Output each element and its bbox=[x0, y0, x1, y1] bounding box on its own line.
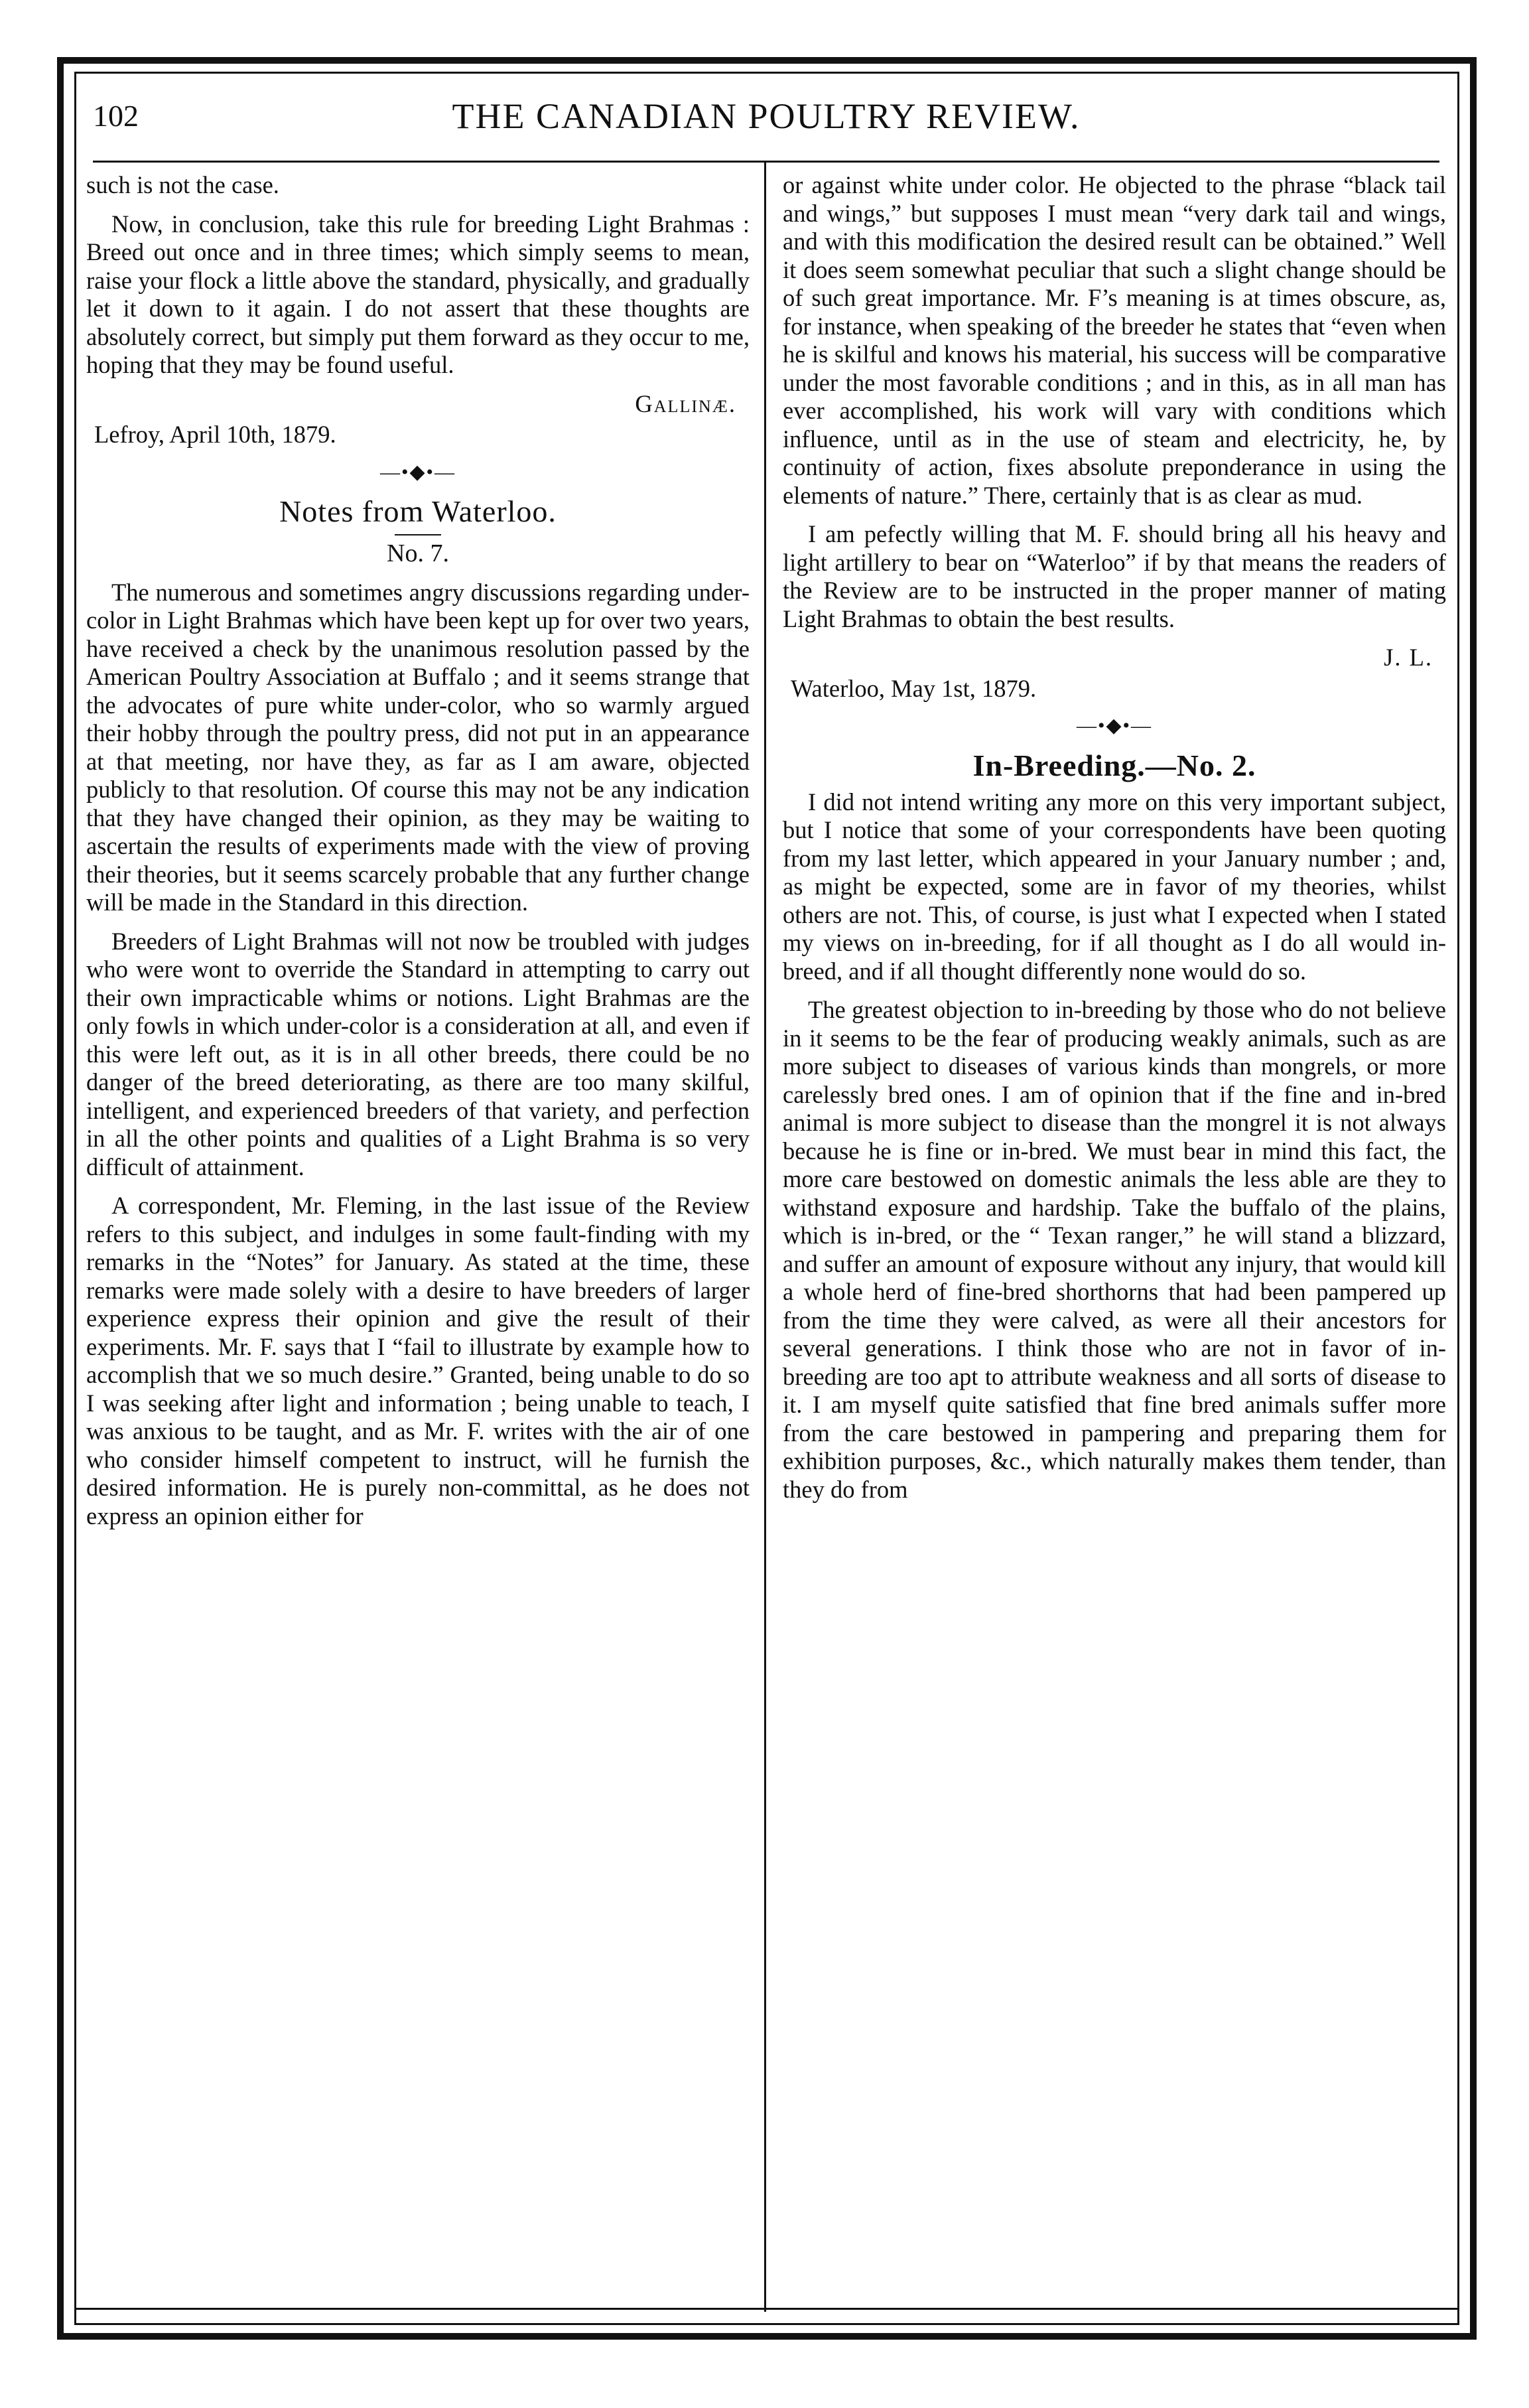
article-heading: Notes from Waterloo. bbox=[279, 494, 557, 528]
paragraph: I am pefectly willing that M. F. should bring all his heavy and light artillery to bear on “Waterloo” if by that means the readers of the Review are to be instructed in the proper manner of mating Light Brahmas to obtain the best results. bbox=[783, 520, 1446, 632]
header-rule bbox=[93, 161, 1439, 163]
paragraph: such is not the case. bbox=[86, 171, 279, 198]
paragraph: Breeders of Light Brahmas will not now be troubled with judges who were wont to override the Standard in attempting to carry out their own impracticable whims or notions. Light Brahmas are the only fowls in which under-color is a consideration at all, and even if this were left out, as it is in all other breeds, there could be no danger of the breed deteriorating, as there are too many skilful, intelligent, and experienced breeders of that variety, and perfection in all the other points and qualities of a Light Brahma is so very difficult of attainment. bbox=[86, 927, 750, 1180]
article-subheading bbox=[86, 534, 750, 568]
section-ornament: —•◆•— bbox=[379, 460, 456, 483]
signature: Gallinæ. bbox=[635, 390, 736, 417]
paragraph: The numerous and sometimes angry discussions regarding under-color in Light Brahmas which have been kept up for over two years, have received a check by the unanimous resolution passed by the American Poultry Association at Buffalo ; and it seems strange that the advocates of pure white under-color, who so warmly argued their hobby through the poultry press, did not put in an appearance at that meeting, nor have they, as far as I am aware, objected publicly to that resolution. Of course this may not be any indication that they have changed their opinion, as they may be waiting to ascertain the results of experiments made with the view of proving their theories, but it seems scarcely probable that any further change will be made in the Standard in this direction. bbox=[86, 578, 750, 916]
article-heading: In-Breeding.—No. 2. bbox=[972, 748, 1256, 782]
paragraph: or against white under color. He objected to the phrase “black tail and wings,” but supposes I must mean “very dark tail and wings, and with this modification the desired result can be obtained.” Well it does seem somewhat peculiar that such a slight change should be of such great importance. Mr. F’s meaning is at times obscure, as, for instance, when speaking of the breeder he states that “even when he is skilful and knows his material, his success will be comparative under the most favorable conditions ; and in this, as in all man has ever accomplished, his work will vary with conditions which influence, until as in the use of steam and electricity, he, by continuity of action, fixes absolute preponderance in using the elements of nature.” There, certainly that is as clear as mud. bbox=[783, 171, 1446, 509]
page-number: 102 bbox=[93, 99, 139, 133]
paragraph: Now, in conclusion, take this rule for breeding Light Brahmas : Breed out once and in three times; which simply seems to mean, raise your flock a little above the standard, physically, and gradually let it down to it again. I do not assert that these thoughts are absolutely correct, but simply put them forward as they occur to me, hoping that they may be found useful. bbox=[86, 210, 750, 378]
column-divider bbox=[764, 162, 766, 2312]
paragraph: The greatest objection to in-breeding by those who do not believe in it seems to be the fear of producing weakly animals, such as are more subject to diseases of various kinds than mongrels, or more carelessly bred ones. I am of opinion that if the fine and in-bred animal is more subject to disease than the mongrel it is not always because he is fine or in-bred. We must bear in mind this fact, the more care bestowed on domestic animals the less able are they to withstand exposure and hardship. Take the buffalo of the plains, which is in-bred, or the “ Texan ranger,” he will stand a blizzard, and suffer an amount of exposure without any injury, that would kill a whole herd of fine-bred shorthorns that had been pampered up from the time they were calved, as were all their ancestors for several generations. I think those who are not in favor of in-breeding are too apt to attribute weakness and all sorts of disease to it. I am myself quite satisfied that fine bred animals suffer more from the care bestowed in pampering and preparing them for exhibition purposes, &c., which naturally makes them tender, than they do from bbox=[783, 996, 1446, 1503]
subheading-text: No. 7. bbox=[387, 539, 449, 567]
section-ornament: —•◆•— bbox=[1076, 715, 1153, 737]
dateline: Waterloo, May 1st, 1879. bbox=[791, 674, 1037, 702]
subheading-rule bbox=[395, 534, 441, 535]
signature: J. L. bbox=[1384, 644, 1433, 671]
running-title: THE CANADIAN POULTRY REVIEW. bbox=[452, 96, 1081, 136]
footer-rule bbox=[74, 2308, 1459, 2310]
page-header bbox=[93, 93, 1439, 146]
paragraph: A correspondent, Mr. Fleming, in the last issue of the Review refers to this subject, and indulges in some fault-finding with my remarks in the “Notes” for January. As stated at the time, these remarks were made solely with a desire to have breeders of larger experience express their opinion and give the result of their experiments. Mr. F. says that I “fail to illustrate by example how to accomplish that we so much desire.” Granted, being unable to do so I was seeking after light and information ; being unable to teach, I was anxious to be taught, and as Mr. F. writes with the air of one who consider himself competent to instruct, will he furnish the desired information. He is purely non-committal, as he does not express an opinion either for bbox=[86, 1192, 750, 1529]
paragraph: I did not intend writing any more on this very important subject, but I notice that some of your correspondents have been quoting from my last letter, which appeared in your January number ; and, as might be expected, some are in favor of my theories, whilst others are not. This, of course, is just what I expected when I stated my views on in-breeding, for if all thought as I do all would in-breed, and if all thought differently none would do so. bbox=[783, 788, 1446, 985]
right-column bbox=[783, 171, 1446, 1514]
left-column bbox=[86, 171, 750, 1541]
dateline: Lefroy, April 10th, 1879. bbox=[94, 421, 336, 448]
